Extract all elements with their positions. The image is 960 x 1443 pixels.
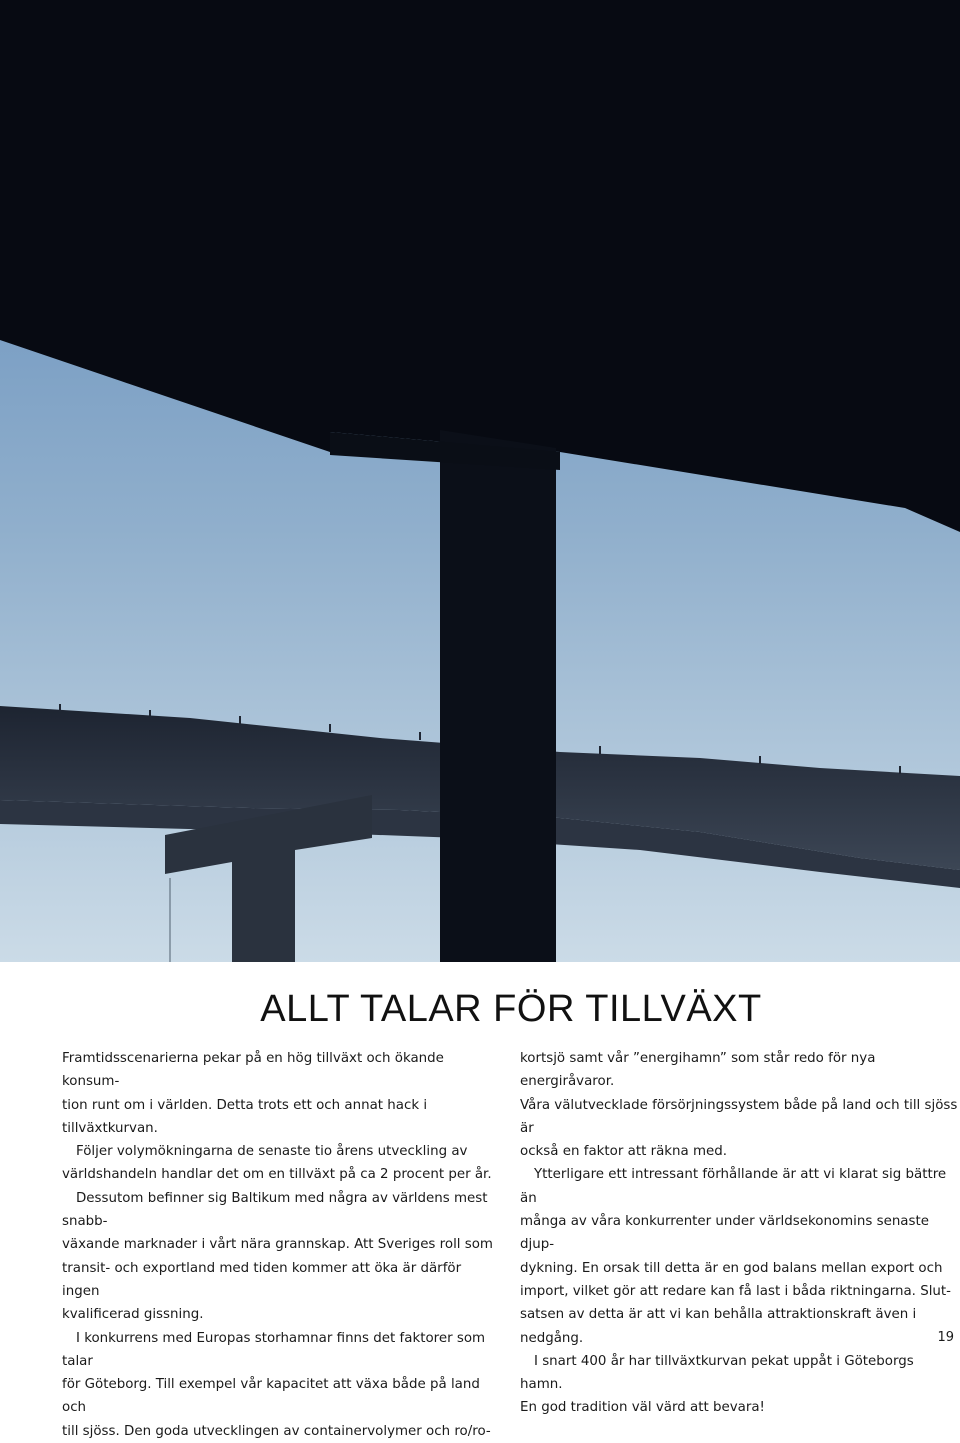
text-line: Våra välutvecklade försörjningssystem både på land och till sjöss är — [520, 1097, 958, 1136]
text-line: I snart 400 år har tillväxtkurvan pekat uppåt i Göteborgs hamn. — [520, 1353, 914, 1393]
text-line: import, vilket gör att redare kan få last i båda riktningarna. Slut- — [520, 1283, 951, 1299]
text-line: I konkurrens med Europas storhamnar finns det faktorer som talar — [62, 1330, 486, 1369]
text-line: kvalificerad gissning. — [62, 1307, 204, 1323]
text-line: dykning. En orsak till detta är en god balans mellan export och — [520, 1260, 943, 1276]
text-line: transit- och exportland med tiden kommer att öka är därför ingen — [62, 1260, 462, 1299]
text-line: växande marknader i vårt nära grannskap. Att Sveriges roll som — [62, 1237, 493, 1253]
text-line: också en faktor att räkna med. — [520, 1144, 728, 1160]
right-text-column — [520, 1047, 960, 1420]
text-line: Följer volymökningarna de senaste tio årens utveckling av — [76, 1144, 468, 1160]
text-line: satsen av detta är att vi kan behålla attraktionskraft även i nedgång. — [520, 1307, 917, 1346]
text-line: till sjöss. Den goda utvecklingen av containervolymer och ro/ro- — [62, 1423, 491, 1439]
text-line: kortsjö samt vår ”energihamn” som står redo för nya energiråvaror. — [520, 1051, 876, 1090]
main-pillar — [440, 430, 556, 962]
text-line: Ytterligare ett intressant förhållande är att vi klarat sig bättre än — [520, 1167, 947, 1206]
text-line: många av våra konkurrenter under världsekonomins senaste djup- — [520, 1214, 929, 1253]
text-line: Framtidsscenarierna pekar på en hög tillväxt och ökande konsum- — [62, 1051, 444, 1090]
left-text-column — [62, 1047, 502, 1443]
text-line: världshandeln handlar det om en tillväxt på ca 2 procent per år. — [62, 1167, 492, 1183]
text-line: Dessutom befinner sig Baltikum med några av världens mest snabb- — [62, 1190, 488, 1230]
text-line: En god tradition väl värd att bevara! — [520, 1400, 765, 1416]
text-line: tion runt om i världen. Detta trots ett och annat hack i tillväxtkurvan. — [62, 1097, 428, 1136]
text-line: för Göteborg. Till exempel vår kapacitet att växa både på land och — [62, 1377, 480, 1416]
page-number: 19 — [937, 1330, 954, 1345]
page-title: ALLT TALAR FÖR TILLVÄXT — [260, 988, 762, 1030]
